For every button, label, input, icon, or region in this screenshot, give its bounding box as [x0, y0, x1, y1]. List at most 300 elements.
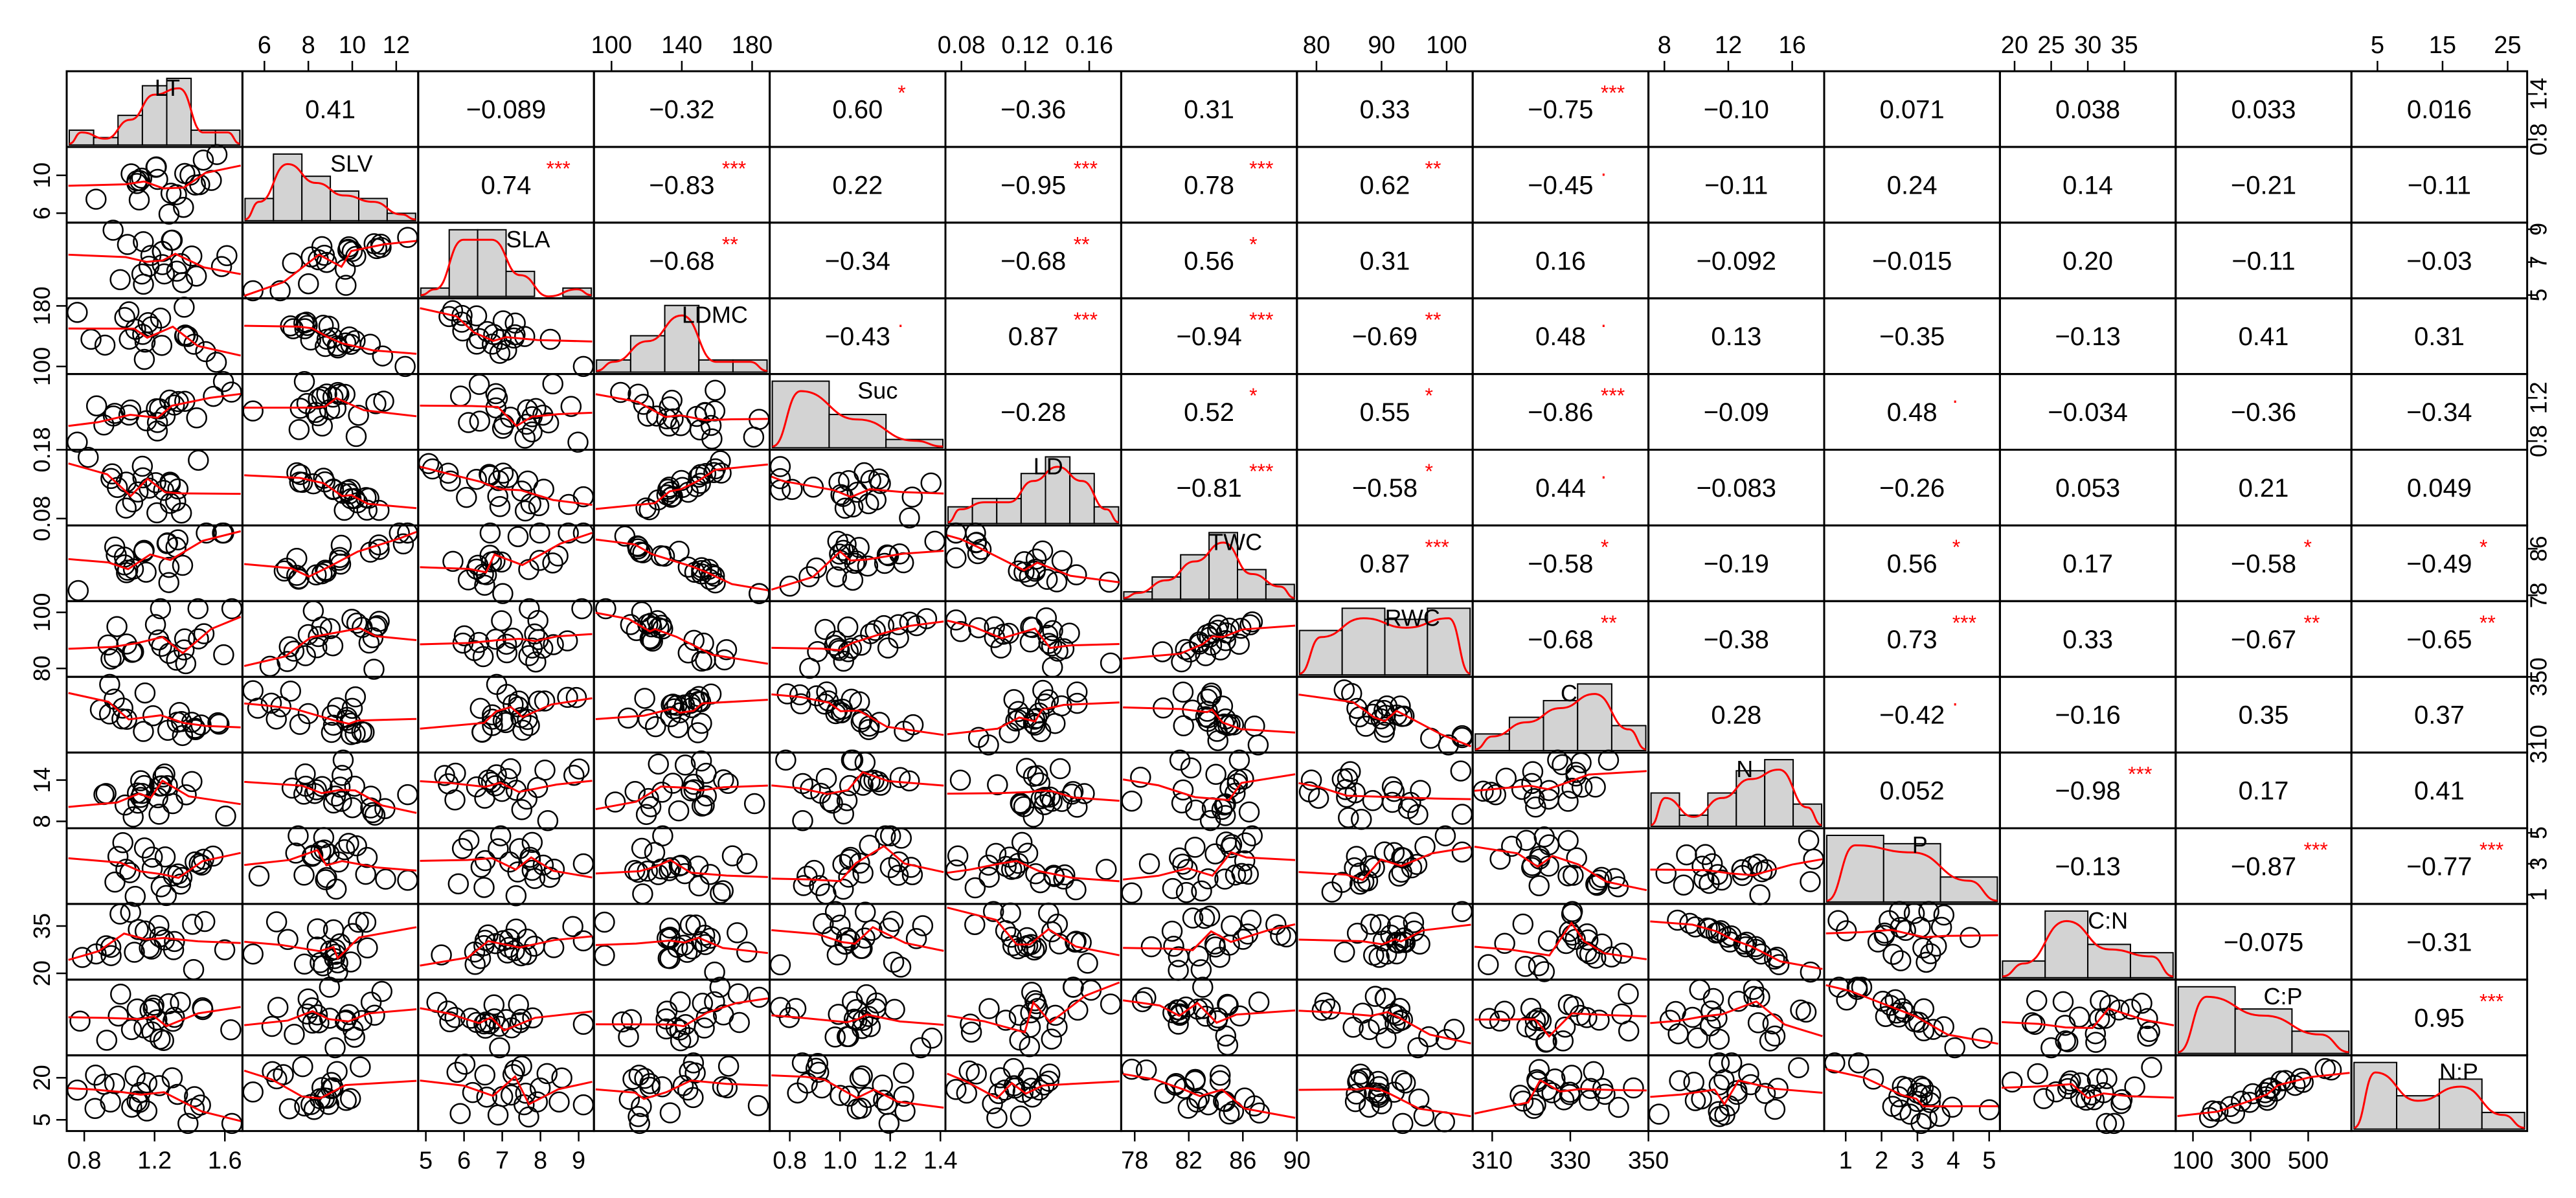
scatter-point [221, 382, 241, 401]
correlation-value: −0.34 [824, 247, 890, 276]
scatter-point [1690, 980, 1710, 999]
scatter-point [139, 313, 158, 332]
correlation-value: 0.22 [832, 171, 883, 200]
significance-stars: *** [1600, 384, 1625, 408]
tick-label: 100 [591, 32, 633, 59]
scatter-point [925, 532, 945, 551]
scatter-point [147, 503, 166, 523]
correlation-value: −0.34 [2406, 398, 2472, 427]
scatter-point [744, 427, 763, 447]
smooth-line [420, 936, 593, 966]
scatter-point [594, 945, 614, 965]
correlation-value: −0.034 [2048, 398, 2128, 427]
tick-label: 3 [2525, 857, 2552, 870]
scatter-point [1017, 759, 1036, 778]
scatter-point [749, 988, 769, 1007]
tick-label: 20 [28, 1065, 55, 1091]
tick-label: 8 [301, 32, 315, 59]
scatter-point [559, 495, 578, 514]
scatter-point [67, 1080, 87, 1100]
scatter-point [471, 699, 490, 718]
tick-label: 5 [2525, 826, 2552, 840]
scatter-point [1684, 1072, 1704, 1092]
correlation-value: −0.43 [824, 322, 890, 352]
scatter-point [299, 274, 318, 293]
panel-10-8 [1473, 828, 1648, 904]
scatter-point [860, 835, 879, 855]
scatter-point [398, 785, 418, 804]
scatter-point [878, 639, 898, 658]
scatter-point [459, 831, 479, 850]
scatter-point [133, 722, 153, 741]
scatter-point [1667, 910, 1687, 930]
panel-12-6 [1121, 980, 1296, 1056]
scatter-point [293, 1057, 312, 1076]
scatter-point [248, 699, 267, 718]
scatter-point [111, 270, 130, 289]
scatter-point [346, 427, 366, 446]
tick-label: 6 [457, 1147, 471, 1175]
tick-label: 310 [1471, 1147, 1513, 1175]
scatter-point [778, 684, 797, 704]
variable-label: TWC [1209, 528, 1263, 556]
scatter-point [837, 1027, 857, 1046]
scatter-point [1169, 961, 1188, 980]
correlation-value: 0.33 [1359, 95, 1410, 124]
correlation-value: 0.20 [2062, 247, 2114, 276]
tick-label: 80 [1302, 32, 1331, 59]
tick-label: 8 [1657, 32, 1671, 59]
tick-label: 1.2 [2525, 381, 2552, 414]
scatter-point [488, 839, 508, 859]
panel-11-8 [1473, 904, 1648, 980]
scatter-point [1656, 864, 1676, 883]
tick-label: 100 [28, 346, 55, 386]
scatter-point [535, 760, 554, 780]
scatter-point [749, 1096, 768, 1115]
scatter-point [1914, 999, 1934, 1019]
scatter-point [243, 401, 263, 421]
significance-stars: * [2303, 535, 2312, 559]
scatter-point [1688, 1028, 1707, 1048]
correlation-value: −0.16 [2055, 701, 2121, 730]
smooth-line [596, 539, 768, 590]
correlation-value: −0.092 [1696, 247, 1777, 276]
scatter-point [195, 912, 214, 931]
correlation-value: −0.083 [1696, 473, 1777, 503]
scatter-point [86, 190, 106, 209]
scatter-point [398, 870, 418, 890]
scatter-point [1972, 1028, 1992, 1048]
scatter-point [692, 651, 712, 671]
scatter-point [1101, 653, 1120, 673]
scatter-point [111, 984, 130, 1004]
scatter-point [1539, 781, 1559, 800]
tick-label: 6 [28, 207, 55, 220]
scatter-point [1619, 984, 1638, 1004]
scatter-point [1789, 1058, 1808, 1078]
correlation-value: 0.038 [2055, 95, 2121, 124]
correlation-value: 0.55 [1359, 398, 1410, 427]
scatter-point [398, 228, 418, 247]
scatter-point [903, 488, 922, 507]
scatter-point [243, 681, 263, 701]
scatter-point [217, 246, 236, 266]
correlation-value: 0.41 [2413, 776, 2465, 806]
scatter-point [1037, 608, 1056, 627]
tick-label: 20 [28, 960, 55, 987]
scatter-point [512, 800, 532, 819]
significance-stars: ** [2479, 611, 2496, 635]
correlation-value: 0.16 [1535, 247, 1586, 276]
scatter-point [115, 308, 135, 327]
tick-label: 8 [28, 815, 55, 828]
panel-13-9 [1649, 1056, 1824, 1131]
scatter-point [376, 870, 395, 889]
scatter-point [1960, 928, 1980, 947]
scatter-point [497, 635, 516, 654]
smooth-line [947, 908, 1120, 956]
correlation-value: 0.78 [1184, 171, 1235, 200]
scatter-point [574, 854, 593, 874]
scatter-point [249, 866, 269, 886]
scatter-point [85, 1099, 105, 1118]
variable-label: C:N [2088, 907, 2129, 934]
scatter-point [71, 1012, 90, 1031]
panel-5-3 [594, 450, 769, 526]
tick-label: 1.4 [2525, 78, 2552, 111]
scatter-point [866, 490, 886, 510]
significance-stars: *** [2128, 762, 2152, 786]
scatter-point [1245, 716, 1264, 736]
scatter-point [357, 938, 377, 958]
scatter-point [212, 257, 231, 277]
scatter-point [365, 1006, 384, 1025]
correlation-value: 0.31 [2413, 322, 2465, 352]
panel-10-9 [1649, 828, 1824, 904]
scatter-point [1210, 947, 1230, 967]
correlation-value: 0.74 [480, 171, 532, 200]
significance-stars: *** [1073, 308, 1098, 332]
scatter-point [884, 953, 903, 972]
scatter-point [1335, 942, 1354, 962]
scatter-point [2125, 1077, 2145, 1096]
correlation-value: −0.28 [1000, 398, 1067, 427]
scatter-point [815, 620, 835, 639]
scatter-point [135, 683, 155, 703]
scatter-point [343, 924, 363, 944]
scatter-point [718, 774, 738, 793]
tick-label: 1.6 [207, 1147, 242, 1175]
scatter-point [109, 1006, 128, 1026]
scatter-point [1710, 1075, 1729, 1094]
scatter-point [946, 610, 966, 629]
scatter-point [1122, 883, 1142, 903]
tick-label: 5 [2525, 288, 2552, 302]
smooth-line [244, 628, 416, 666]
panel-grid [67, 71, 2527, 1133]
scatter-point [1750, 885, 1770, 905]
variable-label: N:P [2439, 1058, 2478, 1085]
tick-label: 180 [731, 32, 773, 59]
scatter-point [473, 647, 493, 666]
significance-stars: *** [1952, 611, 1977, 635]
correlation-value: −0.13 [2055, 322, 2121, 352]
scatter-point [574, 1095, 593, 1114]
tick-label: 1 [1838, 1147, 1853, 1175]
scatter-point [1980, 1100, 1999, 1120]
significance-stars: . [1600, 308, 1607, 332]
scatter-point [1516, 956, 1535, 976]
scatter-point [569, 759, 589, 778]
scatter-point [262, 1017, 282, 1036]
scatter-point [343, 798, 362, 817]
scatter-point [105, 872, 124, 892]
significance-stars: * [898, 81, 906, 105]
scatter-point [289, 420, 309, 439]
scatter-point [1068, 1000, 1087, 1020]
scatter-point [184, 960, 203, 979]
correlation-value: −0.83 [649, 171, 715, 200]
scatter-point [1011, 1107, 1030, 1126]
scatter-point [1351, 809, 1371, 829]
correlation-value: −0.67 [2230, 625, 2297, 654]
scatter-point [1340, 762, 1360, 782]
panel-10-5 [945, 828, 1121, 904]
correlation-value: 0.52 [1184, 398, 1235, 427]
correlation-value: −0.65 [2406, 625, 2472, 654]
correlation-value: −0.58 [1351, 473, 1418, 503]
scatter-point [800, 659, 819, 678]
scatter-point [126, 1067, 145, 1086]
correlation-value: −0.45 [1528, 171, 1594, 200]
variable-label: C:P [2263, 982, 2303, 1010]
scatter-point [221, 1020, 240, 1039]
scatter-point [2053, 992, 2073, 1012]
scatter-point [1239, 802, 1259, 822]
scatter-point [1478, 955, 1498, 975]
scatter-point [921, 473, 941, 493]
correlation-value: −0.13 [2055, 852, 2121, 881]
scatter-point [1612, 1004, 1631, 1024]
correlation-value: 0.56 [1184, 247, 1235, 276]
tick-label: 6 [257, 32, 271, 59]
scatter-point [1217, 832, 1236, 852]
scatter-point [282, 778, 302, 798]
scatter-point [946, 1079, 966, 1099]
scatter-point [1266, 915, 1285, 934]
correlation-value: −0.11 [2231, 247, 2296, 276]
scatter-point [1096, 860, 1116, 879]
scatter-point [1513, 914, 1533, 934]
scatter-point [745, 794, 764, 813]
scatter-point [2086, 1033, 2105, 1052]
scatter-point [188, 451, 208, 470]
scatter-point [2070, 1008, 2089, 1027]
tick-label: 12 [1714, 32, 1743, 59]
panel-7-5 [945, 601, 1121, 677]
panel-6-2 [418, 525, 594, 601]
correlation-value: −0.68 [1000, 247, 1067, 276]
scatter-point [1710, 1030, 1729, 1049]
scatter-point [838, 617, 857, 637]
scatter-point [2142, 1057, 2162, 1077]
scatter-point [183, 914, 202, 934]
scatter-point [372, 982, 392, 1001]
tick-label: 0.12 [1001, 32, 1050, 59]
smooth-line [1123, 852, 1295, 879]
scatter-point [193, 1000, 212, 1019]
correlation-value: −0.21 [2230, 171, 2297, 200]
tick-label: 25 [2494, 32, 2522, 59]
tick-label: 100 [1426, 32, 1467, 59]
scatter-point [988, 775, 1007, 795]
scatter-point [979, 999, 999, 1019]
correlation-value: 0.41 [2238, 322, 2289, 352]
significance-stars: . [1952, 384, 1958, 408]
panel-10-6 [1121, 828, 1296, 904]
tick-label: 330 [1550, 1147, 1591, 1175]
scatter-point [563, 917, 583, 936]
tick-label: 500 [2287, 1147, 2329, 1175]
scatter-point [119, 302, 139, 321]
correlation-value: 0.071 [1879, 95, 1945, 124]
panel-11-10 [1824, 904, 2000, 980]
scatter-point [1930, 1107, 1950, 1126]
tick-label: 16 [1778, 32, 1806, 59]
tick-label: 100 [28, 593, 55, 632]
correlation-value: −0.69 [1351, 322, 1418, 352]
scatter-point [1535, 962, 1554, 981]
significance-stars: *** [1249, 308, 1274, 332]
variable-label: P [1912, 831, 1928, 858]
scatter-point [891, 957, 910, 977]
tick-label: 7 [495, 1147, 510, 1175]
correlation-value: −0.68 [1528, 625, 1594, 654]
tick-label: 1.4 [923, 1147, 958, 1175]
variable-label: LDMC [681, 301, 748, 328]
scatter-point [1530, 876, 1549, 896]
correlation-value: −0.87 [2230, 852, 2297, 881]
tick-label: 300 [2230, 1147, 2272, 1175]
scatter-point [967, 1064, 986, 1083]
scatter-point [107, 617, 127, 637]
scatter-point [133, 457, 152, 476]
correlation-value: −0.86 [1528, 398, 1594, 427]
scatter-point [1452, 842, 1472, 862]
correlation-value: −0.015 [1871, 247, 1952, 276]
scatter-point [567, 688, 586, 707]
scatter-point [1241, 910, 1261, 930]
correlation-value: −0.36 [1000, 95, 1067, 124]
correlation-value: −0.31 [2406, 928, 2472, 957]
scatter-point [1050, 759, 1070, 778]
scatter-point [1435, 1112, 1454, 1131]
scatter-point [543, 374, 563, 394]
scatter-point [508, 527, 528, 547]
scatter-point [737, 854, 756, 874]
significance-stars: *** [1425, 535, 1449, 559]
correlation-value: 0.48 [1535, 322, 1586, 352]
scatter-point [474, 877, 493, 897]
correlation-value: 0.35 [2238, 701, 2289, 730]
scatter-point [729, 984, 748, 1004]
scatter-point [281, 681, 300, 701]
scatter-point [1047, 1017, 1067, 1037]
scatter-point [1586, 777, 1605, 797]
scatter-point [1185, 1071, 1204, 1091]
tick-label: 35 [2110, 32, 2138, 59]
scatter-point [455, 1054, 475, 1074]
tick-label: 35 [28, 912, 55, 940]
smooth-line [771, 694, 943, 735]
scatter-point [816, 885, 835, 904]
correlation-value: 0.95 [2413, 1004, 2465, 1033]
tick-label: 1 [2525, 888, 2552, 901]
scatter-point [2028, 1064, 2048, 1083]
correlation-value: −0.95 [1000, 171, 1067, 200]
significance-stars: *** [1600, 81, 1625, 105]
significance-stars: ** [2303, 611, 2320, 635]
scatter-point [146, 157, 166, 177]
scatter-point [519, 1107, 539, 1127]
scatter-point [771, 955, 790, 975]
outer-axes [28, 32, 2552, 1175]
scatter-point [1800, 872, 1820, 892]
tick-label: 14 [28, 767, 55, 793]
tick-label: 1.2 [137, 1147, 172, 1175]
scatter-point [182, 772, 201, 791]
significance-stars: * [2479, 535, 2488, 559]
tick-label: 80 [28, 655, 55, 682]
scatter-point [1210, 1071, 1230, 1091]
scatter-point [163, 231, 182, 250]
scatter-point [632, 839, 651, 858]
scatter-point [800, 567, 819, 587]
tick-label: 5 [2370, 32, 2384, 59]
significance-stars: . [1600, 157, 1607, 181]
scatter-point [345, 1028, 365, 1047]
scatter-point [922, 1028, 942, 1048]
correlation-value: 0.053 [2055, 473, 2121, 503]
scatter-point [187, 408, 207, 427]
correlation-value: 0.033 [2231, 95, 2296, 124]
scatter-point [1042, 1030, 1061, 1049]
scatter-point [558, 631, 577, 651]
scatter-point [661, 1103, 680, 1123]
scatter-point [97, 1030, 117, 1050]
correlation-value: 0.56 [1886, 549, 1938, 578]
scatter-point [966, 878, 985, 898]
correlation-value: −0.58 [2230, 549, 2297, 578]
tick-label: 10 [338, 32, 367, 59]
scatter-point [110, 904, 130, 923]
scatter-point [1052, 551, 1072, 571]
scatter-point [148, 421, 167, 440]
scatter-point [457, 488, 476, 507]
scatter-point [512, 1056, 532, 1076]
significance-stars: *** [1073, 157, 1098, 181]
correlation-value: 0.31 [1359, 247, 1410, 276]
correlation-value: 0.44 [1535, 473, 1586, 503]
variable-label: C [1560, 680, 1577, 707]
correlation-value: −0.10 [1703, 95, 1769, 124]
correlation-value: 0.87 [1008, 322, 1059, 352]
correlation-value: 0.28 [1711, 701, 1762, 730]
tick-label: 78 [2525, 582, 2552, 609]
tick-label: 78 [1121, 1147, 1149, 1175]
scatter-point [705, 381, 725, 400]
